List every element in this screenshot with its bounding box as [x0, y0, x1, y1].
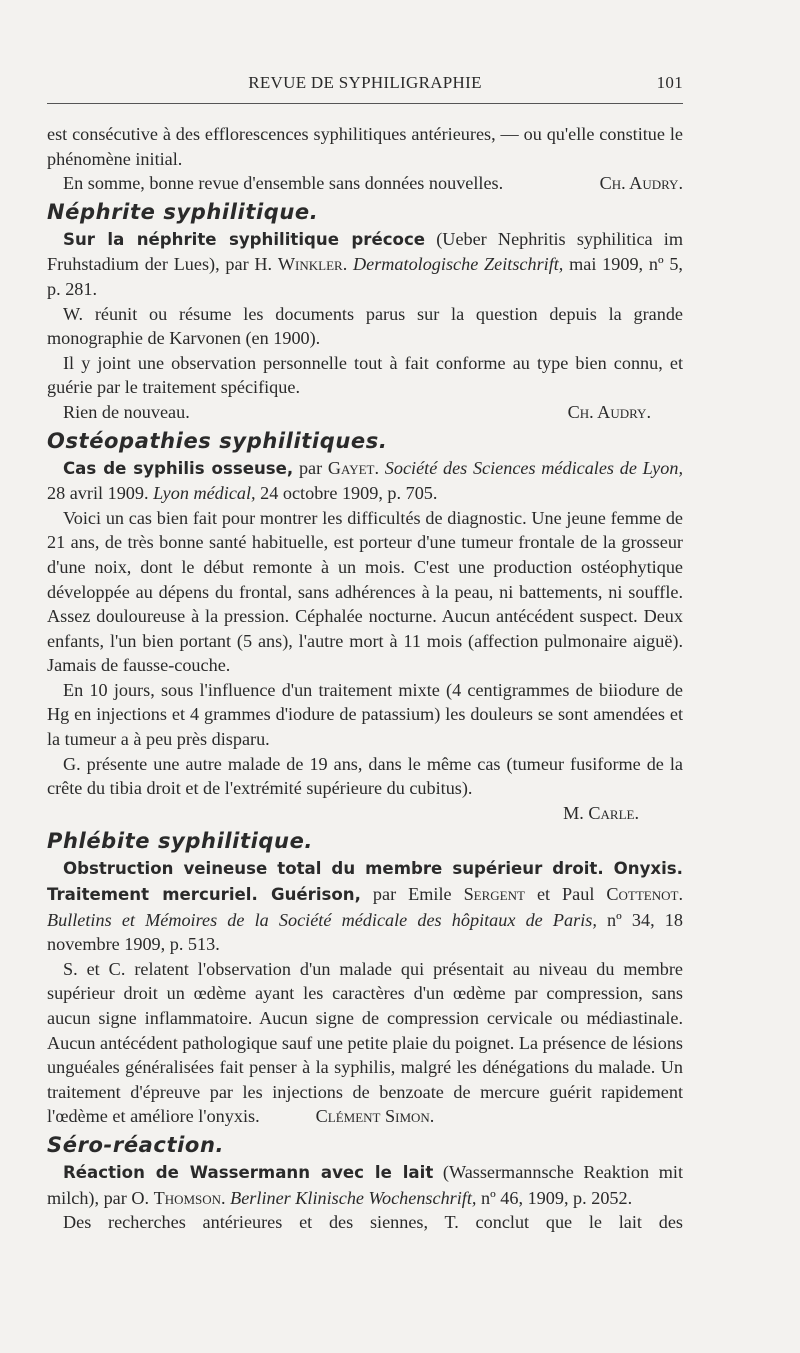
article-title: Cas de syphilis osseuse, [63, 458, 294, 478]
paragraph-text: S. et C. relatent l'observation d'un malade qui présentait au niveau du membre supérieur droit un œdème ayant les caractères d'un œdème par compression, sans aucun signe inflammatoire. Aucun signe de compression cervicale ou médiastinale. Aucun antécédent pathologique sauf une petite plaie du poignet. La présence de lésions unguéales généralisées fait penser à la syphilis, malgré les dénégations du malade. Un traitement d'épreuve par les injections de benzoate de mercure guérit rapidement l'œdème et améliore l'onyxis. [47, 958, 683, 1127]
continuation-paragraph: est consécutive à des efflorescences syphilitiques antérieures, — ou qu'elle constitue le phénomène initial. [47, 124, 683, 169]
paragraph: Voici un cas bien fait pour montrer les difficultés de diagnostic. Une jeune femme de 21 ans, de très bonne santé habituelle, est porteur d'une tumeur frontale de la grosseur d'une noix, dont le début remonte à un mois. C'est une production ostéophytique développée au dépens du frontal, sans adhérences à la peau, ni battements, ni souffle. Assez douloureuse à la pression. Céphalée nocturne. Aucun antécédent suspect. Deux enfants, l'un bien portant (5 ans), l'autre mort à 11 mois (affection pulmonaire aiguë). Jamais de fausse-couche. [47, 507, 683, 676]
page-number: 101 [656, 73, 683, 92]
reference-text: (Wassermannsche Reaktion mit milch), par O. [47, 1161, 684, 1208]
reference-text: 24 octobre 1909, p. 705. [255, 483, 438, 504]
signature: Ch. Audry. [599, 173, 683, 194]
signature-line [47, 801, 683, 826]
reference-text: nº 46, 1909, p. 2052. [476, 1187, 633, 1208]
paragraph: W. réunit ou résume les documents parus sur la question depuis la grande monographie de Karvonen (en 1900). [47, 303, 683, 349]
reference-text: et Paul [524, 884, 607, 905]
article-title: Réaction de Wassermann avec le lait [63, 1162, 434, 1182]
journal-name: Bulletins et Mémoires de la Société médicale des hôpitaux de Paris, [47, 909, 597, 930]
journal-name: Lyon médical, [153, 483, 256, 504]
reference-text: 28 avril 1909. [47, 483, 154, 504]
reference-text: (Ueber Nephritis syphilitica im Fruhstadium der Lues), par H. [47, 228, 683, 275]
reference-text: . [678, 884, 683, 905]
reference-text: . [342, 254, 353, 275]
journal-name: Société des Sciences médicales de Lyon, [384, 457, 683, 478]
article-body [47, 122, 683, 1259]
reference-nephrite [47, 227, 683, 302]
section-heading-phlebite: Phlébite syphilitique. [47, 829, 314, 854]
journal-title: REVUE DE SYPHILIGRAPHIE [248, 73, 482, 92]
conclusion-line [47, 400, 683, 425]
reference-text: nº 34, 18 novembre 1909, p. 513. [47, 909, 683, 955]
author-name: Cottenot [606, 884, 679, 905]
paragraph: G. présente une autre malade de 19 ans, dans le même cas (tumeur fusiforme de la crête du tibia droit et de l'extrémité supérieure du cubitus). [47, 753, 683, 799]
paragraph [47, 957, 683, 1129]
reference-text: . [374, 457, 385, 478]
paragraph: En 10 jours, sous l'influence d'un traitement mixte (4 centigrammes de biiodure de Hg en injections et 4 grammes d'iodure de patassium) les douleurs se sont amendées et la tumeur a à peu près disparu. [47, 679, 683, 750]
paragraph: Il y joint une observation personnelle tout à fait conforme au type bien connu, et guérie par le traitement spécifique. [47, 352, 683, 398]
author-name: Thomson [153, 1187, 222, 1208]
article-title: Sur la néphrite syphilitique précoce [63, 229, 426, 249]
journal-name: Berliner Klinische Wochenschrift, [230, 1187, 477, 1208]
reference-text: par Emile [360, 884, 464, 905]
conclusion-text: Rien de nouveau. [63, 401, 190, 422]
author-name: Winkler [277, 254, 343, 275]
reference-sero-reaction [47, 1160, 683, 1210]
reference-text: . [221, 1187, 231, 1208]
author-name: Sergent [463, 884, 525, 905]
summary-line [47, 171, 683, 196]
reference-phlebite [47, 856, 683, 956]
header-rule [47, 103, 683, 104]
signature: Clément Simon. [315, 1106, 435, 1127]
section-heading-nephrite: Néphrite syphilitique. [47, 199, 319, 224]
reference-osteopathies [47, 456, 683, 506]
signature: M. Carle. [563, 802, 639, 823]
summary-text: En somme, bonne revue d'ensemble sans données nouvelles. [63, 173, 504, 194]
section-heading-osteopathies: Ostéopathies syphilitiques. [47, 428, 388, 453]
signature: Ch. Audry. [567, 401, 651, 422]
reference-text: mai 1909, nº 5, p. 281. [47, 254, 683, 299]
running-header [47, 73, 683, 97]
section-heading-sero-reaction: Séro-réaction. [47, 1132, 225, 1157]
reference-text: par [293, 457, 328, 478]
article-title: Obstruction veineuse total du membre supérieur droit. Onyxis. Traitement mercuriel. Guérison, [47, 859, 683, 905]
paragraph: Des recherches antérieures et des siennes, T. conclut que le lait des [63, 1212, 683, 1233]
journal-name: Dermatologische Zeitschrift, [353, 254, 564, 275]
author-name: Gayet [327, 457, 375, 478]
